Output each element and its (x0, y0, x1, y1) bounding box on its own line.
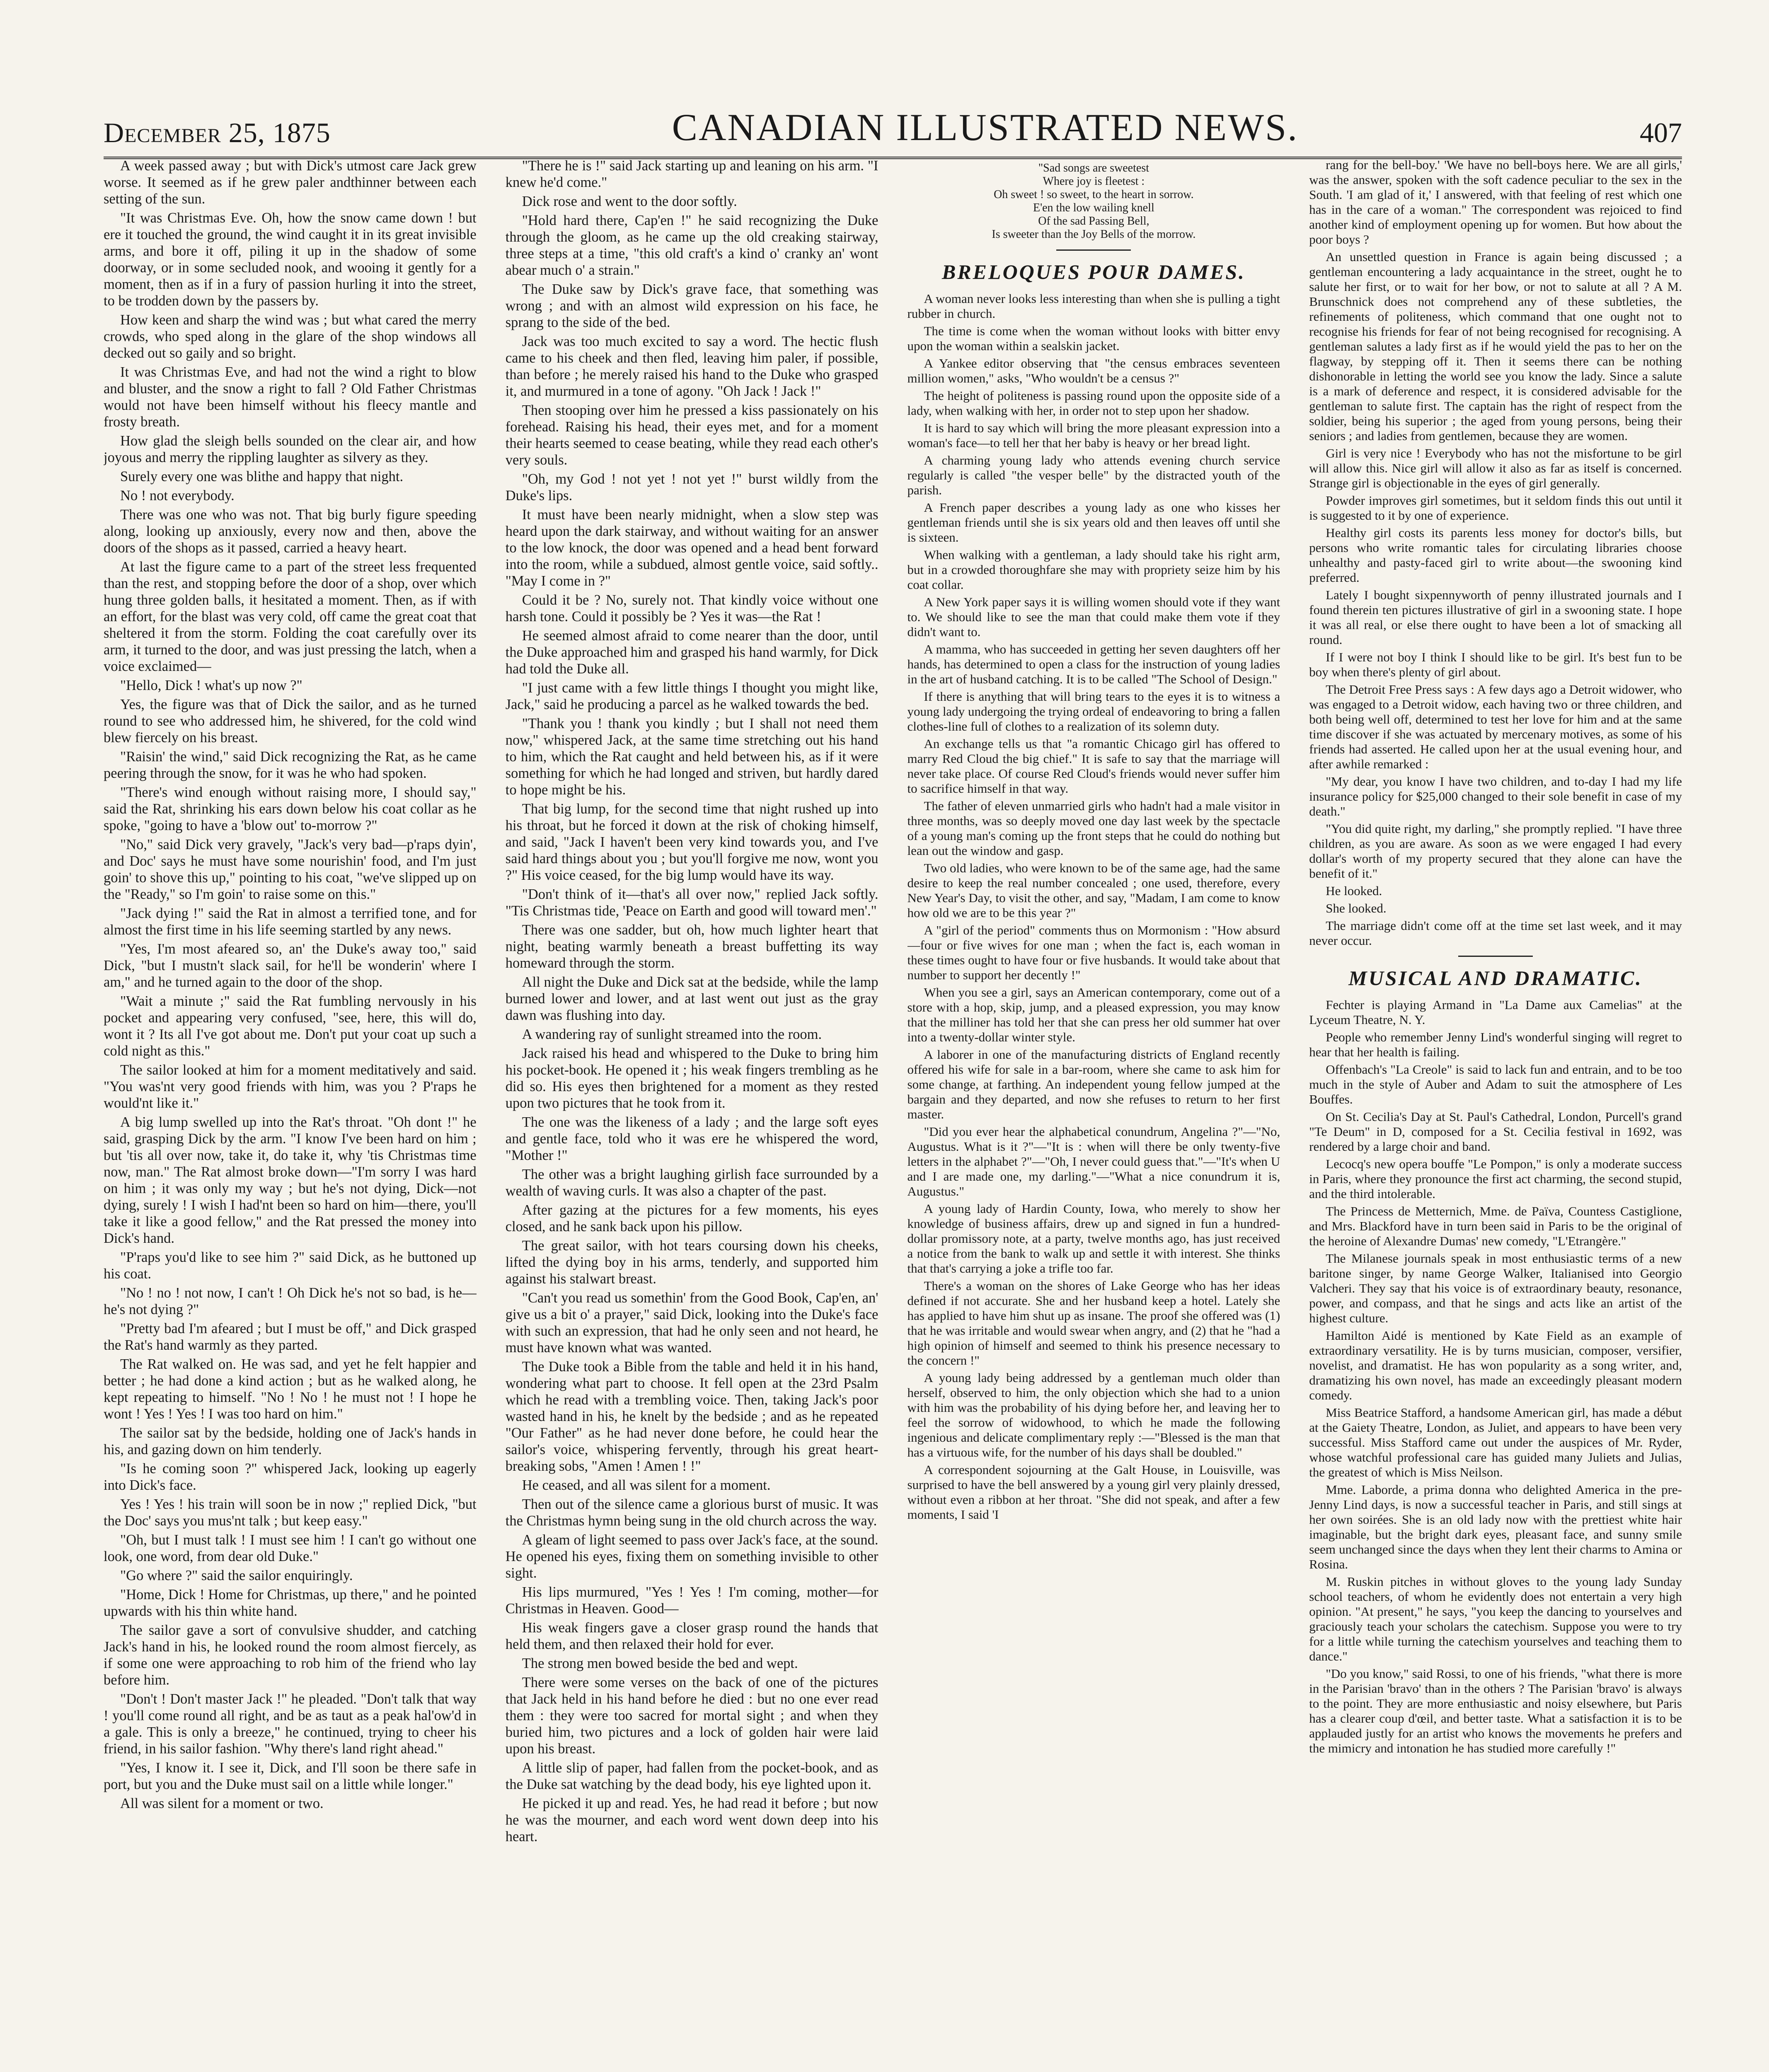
paragraph: Healthy girl costs its parents less money for doctor's bills, but persons who write romantic tales for circulating libraries choose unhealthy and pasty-faced girl to write about—the swooning kind preferred. (1309, 525, 1682, 585)
paragraph: He picked it up and read. Yes, he had read it before ; but now he was the mourner, and each word went down deep into his heart. (505, 1796, 878, 1844)
paragraph: "P'raps you'd like to see him ?" said Dick, as he buttoned up his coat. (104, 1249, 477, 1282)
paragraph: "Don't think of it—that's all over now," replied Jack softly. "Tis Christmas tide, 'Peace on Earth and good will toward men'." (505, 886, 878, 919)
paragraph: The other was a bright laughing girlish face surrounded by a wealth of waving curls. It was also a chapter of the past. (505, 1167, 878, 1199)
poem-line: E'en the low wailing knell (1033, 201, 1154, 214)
paragraph: The sailor looked at him for a moment meditatively and said. "You was'nt very good friends with him, was you ? P'raps he would'nt like it." (104, 1062, 477, 1111)
breloque-item: An exchange tells us that "a romantic Chicago girl has offered to marry Red Cloud the big chief." It is safe to say that the marriage will never take place. Of course Red Cloud's friends would never suffer him to sacrifice himself in that way. (907, 736, 1280, 796)
musical-dramatic-column (1309, 997, 1682, 1756)
paragraph: He seemed almost afraid to come nearer than the door, until the Duke approached him and grasped his hand warmly, for Dick had told the Duke all. (505, 628, 878, 677)
paragraph: The great sailor, with hot tears coursing down his cheeks, lifted the dying boy in his arms, tenderly, and supported him against his stalwart breast. (505, 1238, 878, 1287)
breloque-item: If there is anything that will bring tears to the eyes it is to witness a young lady undergoing the trying ordeal of endeavoring to bring a fallen clothes-line full of clothes to a realization of its solemn duty. (907, 689, 1280, 733)
music-item: Hamilton Aidé is mentioned by Kate Field as an example of extraordinary versatility. He is by turns musician, composer, versifier, novelist, and dramatist. He has won popularity as a song writer, and, dramatizing his own novel, has made an exceedingly pleasant modern comedy. (1309, 1328, 1682, 1402)
breloques-heading: BRELOQUES POUR DAMES. (941, 260, 1246, 283)
breloque-item: A woman never looks less interesting than when she is pulling a tight rubber in church. (907, 291, 1280, 321)
newspaper-title: CANADIAN ILLUSTRATED NEWS. (672, 106, 1299, 148)
paragraph: "There's wind enough without raising more, I should say," said the Rat, shrinking his ears down below his coat collar as he spoke, "going to have a 'blow out' to-morrow ?" (104, 784, 477, 833)
music-item: "Do you know," said Rossi, to one of his friends, "what there is more in the Parisian 'bravo' than in the others ? The Parisian 'bravo' is always to the point. They are more enthusiastic and noisy elsewhere, but Paris has a clearer coup d'œil, and better taste. What a satisfaction it is to be applauded justly for an artist who knows the movements he prefers and the mimicry and intonation he has studied more carefully !" (1309, 1666, 1682, 1755)
paragraph: If I were not boy I think I should like to be girl. It's best fun to be boy when there's plenty of girl about. (1309, 650, 1682, 679)
paragraph: "Thank you ! thank you kindly ; but I shall not need them now," whispered Jack, at the same time stretching out his hand to him, which the Rat caught and held between his, as if it were something for which he had longed and striven, but hardly dared to hope might be his. (505, 716, 878, 798)
breloque-item: The time is come when the woman without looks with bitter envy upon the woman within a sealskin jacket. (907, 324, 1280, 353)
music-item: Offenbach's "La Creole" is said to lack fun and entrain, and to be too much in the style of Auber and Adam to suit the atmosphere of Les Bouffes. (1309, 1062, 1682, 1106)
breloque-item: "Did you ever hear the alphabetical conundrum, Angelina ?"—"No, Augustus. What is it ?"—"It is : when will there be only twenty-five letters in the alphabet ?"—"Oh, I never could guess that."—"It's when U and I are made one, my darling."—"What a nice conundrum it is, Augustus." (907, 1124, 1280, 1198)
paragraph: How keen and sharp the wind was ; but what cared the merry crowds, who sped along in the glare of the shop windows all decked out so gaily and so bright. (104, 312, 477, 361)
story-continued-part-1 (104, 157, 477, 2072)
paragraph: That big lump, for the second time that night rushed up into his throat, but he forced it down at the risk of choking himself, and said, "Jack I haven't been very kind towards you, and I've said hard things about you ; but you'll forgive me now, wont you ?" His voice ceased, for the big lump would have its way. (505, 801, 878, 883)
breloque-item: The father of eleven unmarried girls who hadn't had a male visitor in three months, was so deeply moved one day last week by the spectacle of a young man's coming up the front steps that he could do nothing but lean out the window and gasp. (907, 799, 1280, 858)
paragraph: How glad the sleigh bells sounded on the clear air, and how joyous and merry the rippling laughter as silvery as they. (104, 433, 477, 465)
breloque-item: A "girl of the period" comments thus on Mormonism : "How absurd—four or five wives for one man ; when the fact is, each woman in these times ought to have four or five husbands. It would take about that number to support her decently !" (907, 923, 1280, 982)
paragraph: Jack was too much excited to say a word. The hectic flush came to his cheek and then fled, leaving him paler, if possible, than before ; he merely raised his hand to the Duke who grasped it, and murmured in a tone of agony. "Oh Jack ! Jack !" (505, 334, 878, 399)
music-item: Lecocq's new opera bouffe "Le Pompon," is only a moderate success in Paris, where they pronounce the first act charming, the second stupid, and the third intolerable. (1309, 1157, 1682, 1201)
paragraph: The sailor gave a sort of convulsive shudder, and catching Jack's hand in his, he looked round the room almost fiercely, as if some one were approaching to rob him of the friend who lay before him. (104, 1622, 477, 1688)
music-item: On St. Cecilia's Day at St. Paul's Cathedral, London, Purcell's grand "Te Deum" in D, composed for a St. Cecilia festival in 1692, was rendered by a large choir and band. (1309, 1109, 1682, 1154)
issue-date: December 25, 1875 (104, 117, 331, 148)
poem-line: "Sad songs are sweetest (1038, 162, 1149, 174)
paragraph: "Home, Dick ! Home for Christmas, up there," and he pointed upwards with his thin white hand. (104, 1587, 477, 1619)
paragraph: "Hello, Dick ! what's up now ?" (120, 678, 302, 693)
paragraph: There were some verses on the back of one of the pictures that Jack held in his hand before he died : but no one ever read them : they were too sacred for mortal sight ; and when they buried him, two pictures and a lock of golden hair were laid upon his breast. (505, 1675, 878, 1757)
article-columns (104, 157, 1682, 2072)
paragraph: The marriage didn't come off at the time set last week, and it may never occur. (1309, 918, 1682, 948)
music-item: People who remember Jenny Lind's wonderful singing will regret to hear that her health is failing. (1309, 1030, 1682, 1059)
paragraph: A big lump swelled up into the Rat's throat. "Oh dont !" he said, grasping Dick by the arm. "I know I've been hard on him ; but 'tis all over now, take it, do take it, why 'tis Christmas time now, man." The Rat almost broke down—"I'm sorry I was hard on him ; it was only my way ; but he's not dying, Dick—not dying, surely ! I wish I had'nt been so hard on him—there, you'll take it like a good fellow," and the Rat pressed the money into Dick's hand. (104, 1114, 477, 1246)
column-3 (907, 157, 1280, 2072)
breloque-item: A New York paper says it is willing women should vote if they want to. We should like to see the man that could make them vote if they didn't want to. (907, 595, 1280, 639)
musical-heading: MUSICAL AND DRAMATIC. (1348, 966, 1643, 990)
breloque-item: When you see a girl, says an American contemporary, come out of a store with a hop, skip, jump, and a pleased expression, you may know that the milliner has told her that she can press her old summer hat over into a twenty-dollar winter style. (907, 985, 1280, 1044)
paragraph: "Jack dying !" said the Rat in almost a terrified tone, and for almost the first time in his life seeming startled by any news. (104, 905, 477, 938)
paragraph: rang for the bell-boy.' 'We have no bell-boys here. We are all girls,' was the answer, spoken with the soft cadence peculiar to the sex in the South. 'I am glad of it,' I answered, with that feeling of rest which one has in the care of a woman." The correspondent was rejoiced to find another kind of employment opening up for women. But how about the poor boys ? (1309, 157, 1682, 247)
section-divider (1056, 249, 1131, 251)
breloque-item: A charming young lady who attends evening church service regularly is called "the vesper belle" by the distracted youth of the parish. (907, 453, 1280, 497)
paragraph: The strong men bowed beside the bed and wept. (522, 1656, 798, 1671)
paragraph: All night the Duke and Dick sat at the bedside, while the lamp burned lower and lower, and at last went out just as the gray dawn was flushing into day. (505, 974, 878, 1023)
paragraph: Yes, the figure was that of Dick the sailor, and as he turned round to see who addressed him, he shivered, for the cold wind blew fiercely on his breast. (104, 697, 477, 746)
paragraph: Lately I bought sixpennyworth of penny illustrated journals and I found therein ten pictures illustrative of girl in a swooning state. I hope it was all real, or else there ought to have been a lot of smacking all round. (1309, 588, 1682, 647)
paragraph: The Detroit Free Press says : A few days ago a Detroit widower, who was engaged to a Detroit widow, each having two or three children, and both being well off, determined to test her love for him and at the same time discover if she was actuated by mercenary motives, as some of his friends had asserted. He called upon her at the usual evening hour, and after awhile remarked : (1309, 682, 1682, 771)
paragraph: The Duke saw by Dick's grave face, that something was wrong ; and with an almost wild expression on his face, he sprang to the side of the bed. (505, 281, 878, 330)
poem-line: Oh sweet ! so sweet, to the heart in sorrow. (994, 188, 1194, 201)
paragraph: Powder improves girl sometimes, but it seldom finds this out until it is suggested to it by one of experience. (1309, 493, 1682, 523)
paragraph: Then out of the silence came a glorious burst of music. It was the Christmas hymn being sung in the old church across the way. (505, 1496, 878, 1529)
section-divider (1458, 956, 1533, 957)
poem-line: Where joy is fleetest : (1043, 175, 1145, 188)
breloque-item: A Yankee editor observing that "the census embraces seventeen million women," asks, "Who wouldn't be a census ?" (907, 356, 1280, 385)
paragraph: Yes ! Yes ! his train will soon be in now ;" replied Dick, "but the Doc' says you mus'nt talk ; but keep easy." (104, 1496, 477, 1529)
paragraph: Surely every one was blithe and happy that night. (120, 469, 404, 484)
breloques-continued (1309, 157, 1682, 948)
breloque-item: A French paper describes a young lady as one who kisses her gentleman friends until she is six years old and then leaves off until she is sixteen. (907, 500, 1280, 545)
paragraph: "Oh, my God ! not yet ! not yet !" burst wildly from the Duke's lips. (505, 471, 878, 503)
paragraph: After gazing at the pictures for a few moments, his eyes closed, and he sank back upon his pillow. (505, 1202, 878, 1234)
paragraph: "Pretty bad I'm afeared ; but I must be off," and Dick grasped the Rat's hand warmly as they parted. (104, 1321, 477, 1353)
paragraph: The sailor sat by the bedside, holding one of Jack's hands in his, and gazing down on him tenderly. (104, 1425, 477, 1457)
paragraph: There was one sadder, but oh, how much lighter heart that night, beating warmly beneath a breast buffetting its way homeward through the storm. (505, 922, 878, 971)
music-item: Mme. Laborde, a prima donna who delighted America in the pre-Jenny Lind days, is now a successful teacher in Paris, and still sings at her own soirées. She is an old lady now with the prettiest white hair imaginable, but the bright dark eyes, pleasant face, and sunny smile seem unchanged since the days when they lent their charms to Amina or Rosina. (1309, 1482, 1682, 1571)
column-4 (1309, 157, 1682, 2072)
paragraph: He ceased, and all was silent for a moment. (522, 1477, 771, 1493)
story-continued-part-2 (506, 157, 878, 2072)
paragraph: He looked. (1326, 884, 1382, 898)
paragraph: "I just came with a few little things I thought you might like, Jack," said he producing a parcel as he walked towards the bed. (505, 680, 878, 712)
paragraph: "No," said Dick very gravely, "Jack's very bad—p'raps dyin', and Doc' says he must have some nourishin' food, and I'm just goin' to shove this up," pointing to his coat, "we've slipped up on the "Ready," so I'm goin' to raise some on this." (104, 837, 477, 902)
paragraph: At last the figure came to a part of the street less frequented than the rest, and stopping before the door of a shop, over which hung three golden balls, it hesitated a moment. Then, as if with an effort, for the blast was very cold, off came the great coat that sheltered it from the storm. Folding the coat carefully over its arm, it turned to the door, and was just pressing the latch, when a voice exclaimed— (104, 559, 477, 674)
music-item: The Milanese journals speak in most enthusiastic terms of a new baritone singer, by name George Walker, Italianised into Georgio Valcheri. They say that his voice is of extraordinary beauty, resonance, power, and compass, and that he sings and acts like an artist of the highest culture. (1309, 1251, 1682, 1325)
paragraph: "There he is !" said Jack starting up and leaning on his arm. "I knew he'd come." (505, 158, 878, 190)
paragraph: The Rat walked on. He was sad, and yet he felt happier and better ; he had done a kind action ; but as he walked along, he kept repeating to himself. "No ! No ! he must not ! I hope he wont ! Yes ! Yes ! I was too hard on him." (104, 1356, 477, 1422)
breloque-item: There's a woman on the shores of Lake George who has her ideas defined if not accurate. She and her husband keep a hotel. Lately she has applied to have him shut up as insane. The proof she offered was (1) that he was irritable and would swear when angry, and (2) that he "had a high opinion of himself and seemed to think his presence necessary to the concern !" (907, 1278, 1280, 1368)
paragraph: She looked. (1326, 901, 1387, 915)
paragraph: "Is he coming soon ?" whispered Jack, looking up eagerly into Dick's face. (104, 1461, 477, 1493)
paragraph: "Don't ! Don't master Jack !" he pleaded. "Don't talk that way ! you'll come round all right, and be as taut as a peak hal'ow'd in a gale. This is only a breeze," he continued, trying to cheer his friend, in his sailor fashion. "Why there's land right ahead." (104, 1691, 477, 1757)
breloque-item: A mamma, who has succeeded in getting her seven daughters off her hands, has determined to open a class for the instruction of young ladies in the art of husband catching. It is to be called "The School of Design." (907, 642, 1280, 686)
paragraph: "It was Christmas Eve. Oh, how the snow came down ! but ere it touched the ground, the wind caught it in its great invisible arms, and bore it off, piling it up in the shadow of some doorway, or in some secluded nook, and wooing it gently for a moment, then as if in a fury of passion hurling it into the street, to be trodden down by the passers by. (104, 210, 477, 309)
column-1 (104, 157, 477, 2072)
paragraph: "Can't you read us somethin' from the Good Book, Cap'en, an' give us a bit o' a prayer," said Dick, looking into the Duke's face with such an expression, that had he only seen and not heard, he must have known what was wanted. (505, 1290, 878, 1356)
paragraph: An unsettled question in France is again being discussed ; a gentleman encountering a lady acquaintance in the street, ought he to salute her first, or to wait for her bow, or not to salute at all ? A M. Brunschnick does not comprehend any of these subtleties, the refinements of politeness, which command that one ought not to recognise his friends for fear of not being recognised for recognising. A gentleman salutes a lady first as if he would yield the pas to her on the flagway, by stepping off it. Then it seems there can be nothing dishonorable in letting the world see you know the lady. Since a salute is a mark of deference and respect, it is considered advisable for the gentleman to salute first. The captain has the right of respect from the soldier, being his superior ; the aged from young persons, being their seniors ; and ladies from gentlemen, because they are women. (1309, 249, 1682, 443)
paragraph: It must have been nearly midnight, when a slow step was heard upon the dark stairway, and without waiting for an answer to the low knock, the door was opened and a head bent forward into the room, while a subdued, almost gentle voice, said softly.. "May I come in ?" (505, 507, 878, 589)
paragraph: "Yes, I'm most afeared so, an' the Duke's away too," said Dick, "but I mustn't slack sail, for he'll be wonderin' where I am," and he turned again to the door of the shop. (104, 941, 477, 990)
paragraph: "Hold hard there, Cap'en !" he said recognizing the Duke through the gloom, as he came up the old creaking stairway, three steps at a time, "this old craft's a kind o' cranky an' wont abear much o' a strain." (505, 213, 878, 278)
breloques-column (907, 291, 1280, 1522)
paragraph: A little slip of paper, had fallen from the pocket-book, and as the Duke sat watching by the dead body, his eye lighted upon it. (505, 1760, 878, 1792)
closing-poem (907, 162, 1280, 241)
music-item: Miss Beatrice Stafford, a handsome American girl, has made a début at the Gaiety Theatre, London, as Juliet, and appears to have been very successful. Miss Stafford came out under the auspices of Mr. Ryder, whose watchful professional care has guided many Juliets and Julias, the greatest of which is Miss Neilson. (1309, 1405, 1682, 1479)
poem-line: Is sweeter than the Joy Bells of the morrow. (992, 228, 1196, 241)
paragraph: Dick rose and went to the door softly. (522, 194, 737, 209)
paragraph: A wandering ray of sunlight streamed into the room. (522, 1026, 822, 1042)
paragraph: It was Christmas Eve, and had not the wind a right to blow and bluster, and the snow a right to fall ? Old Father Christmas would not have been himself without his fleecy mantle and frosty breath. (104, 364, 477, 430)
paragraph: A gleam of light seemed to pass over Jack's face, at the sound. He opened his eyes, fixing them on something invisible to other sight. (505, 1532, 878, 1581)
paragraph: His weak fingers gave a closer grasp round the hands that held them, and then relaxed their hold for ever. (505, 1620, 878, 1652)
paragraph: Then stooping over him he pressed a kiss passionately on his forehead. Raising his head, their eyes met, and for a moment their hearts seemed to cease beating, while they read each other's very souls. (505, 402, 878, 468)
paragraph: Girl is very nice ! Everybody who has not the misfortune to be girl will allow this. Nice girl will allow it also as far as itself is concerned. Strange girl is objectionable in the eyes of girl generally. (1309, 446, 1682, 490)
poem-line: Of the sad Passing Bell, (1038, 215, 1149, 228)
masthead (104, 99, 1682, 159)
paragraph: His lips murmured, "Yes ! Yes ! I'm coming, mother—for Christmas in Heaven. Good— (505, 1584, 878, 1617)
paragraph: "Wait a minute ;" said the Rat fumbling nervously in his pocket and appearing very confused, "see, here, this will do, wont it ? Its all I've got about me. Don't put your coat up such a cold night as this." (104, 993, 477, 1059)
paragraph: Jack raised his head and whispered to the Duke to bring him his pocket-book. He opened it ; his weak fingers trembling as he did so. His eyes then brightened for a moment as they rested upon two pictures that he took from it. (505, 1046, 878, 1111)
music-item: The Princess de Metternich, Mme. de Païva, Countess Castiglione, and Mrs. Blackford have in turn been said in Paris to be the original of the heroine of Alexandre Dumas' new comedy, "L'Etrangère." (1309, 1204, 1682, 1248)
paragraph: Could it be ? No, surely not. That kindly voice without one harsh tone. Could it possibly be ? Yes it was—the Rat ! (505, 592, 878, 625)
paragraph: The one was the likeness of a lady ; and the large soft eyes and gentle face, told who it was ere he whispered the word, "Mother !" (505, 1114, 878, 1163)
paragraph: There was one who was not. That big burly figure speeding along, looking up anxiously, every now and then, above the doors of the shops as it passed, carried a heavy heart. (104, 507, 477, 556)
column-2 (506, 157, 878, 2072)
music-item: Fechter is playing Armand in "La Dame aux Camelias" at the Lyceum Theatre, N. Y. (1309, 997, 1682, 1027)
breloque-item: Two old ladies, who were known to be of the same age, had the same desire to keep the real number concealed ; one used, therefore, every New Year's Day, to visit the other, and say, "Madam, I am come to know how old we are to be this year ?" (907, 861, 1280, 920)
paragraph: "Yes, I know it. I see it, Dick, and I'll soon be there safe in port, but you and the Duke must sail on a little while longer." (104, 1760, 477, 1792)
breloque-item: A young lady being addressed by a gentleman much older than herself, observed to him, the only objection which she had to a union with him was the probability of his dying before her, and leaving her to feel the sorrow of widowhood, to which he made the following ingenious and delicate complimentary reply :—"Blessed is the man that has a virtuous wife, for the number of his days shall be doubled." (907, 1370, 1280, 1460)
page-number: 407 (1640, 117, 1682, 148)
paragraph: No ! not everybody. (120, 488, 235, 503)
paragraph: All was silent for a moment or two. (120, 1796, 324, 1811)
breloque-item: A laborer in one of the manufacturing districts of England recently offered his wife for sale in a bar-room, where she came to ask him for some change, at farthing. An independent young fellow jumped at the bargain and they departed, and now she refuses to return to her first master. (907, 1047, 1280, 1121)
breloque-item: A correspondent sojourning at the Galt House, in Louisville, was surprised to have the bell answered by a young girl very plainly dressed, without even a ribbon at her throat. "She did not speak, and after a few moments, I said 'I (907, 1462, 1280, 1522)
paragraph: "Go where ?" said the sailor enquiringly. (120, 1568, 353, 1583)
paragraph: A week passed away ; but with Dick's utmost care Jack grew worse. It seemed as if he grew paler andthinner between each setting of the sun. (104, 158, 477, 207)
paragraph: "My dear, you know I have two children, and to-day I had my life insurance policy for $25,000 changed to their sole benefit in case of my death." (1309, 774, 1682, 818)
paragraph: The Duke took a Bible from the table and held it in his hand, wondering what part to choose. It fell open at the 23rd Psalm which he read with a trembling voice. Then, taking Jack's poor wasted hand in his, he knelt by the bedside ; and as he repeated "Our Father" as he had never done before, he could hear the sailor's voice, whispering fervently, through his great heart-breaking sobs, "Amen ! Amen ! !" (505, 1359, 878, 1474)
paragraph: "Oh, but I must talk ! I must see him ! I can't go without one look, one word, from dear old Duke." (104, 1532, 477, 1564)
breloque-item: The height of politeness is passing round upon the opposite side of a lady, when walking with her, in order not to step upon her shadow. (907, 388, 1280, 418)
paragraph: "No ! no ! not now, I can't ! Oh Dick he's not so bad, is he—he's not dying ?" (104, 1285, 477, 1317)
breloque-item: A young lady of Hardin County, Iowa, who merely to show her knowledge of business affairs, drew up and signed in fun a hundred-dollar promissory note, at a party, twelve months ago, has just received a notice from the bank to walk up and settle it with interest. She thinks that that's carrying a joke a trifle too far. (907, 1201, 1280, 1276)
breloque-item: When walking with a gentleman, a lady should take his right arm, but in a crowded thoroughfare she may with propriety seize him by his coat collar. (907, 547, 1280, 592)
music-item: M. Ruskin pitches in without gloves to the young lady Sunday school teachers, of whom he evidently does not entertain a very high opinion. "At present," he says, "you keep the dancing to yourselves and graciously teach your scholars the catechism. Suppose you were to try for a little while turning the catechism yourselves and teaching them to dance." (1309, 1574, 1682, 1663)
paragraph: "You did quite right, my darling," she promptly replied. "I have three children, as you are aware. As soon as we were engaged I had every dollar's worth of my property secured that they alone can have the benefit of it." (1309, 821, 1682, 881)
breloque-item: It is hard to say which will bring the more pleasant expression into a woman's face—to tell her that her baby is heavy or her bread light. (907, 421, 1280, 450)
paragraph: "Raisin' the wind," said Dick recognizing the Rat, as he came peering through the snow, for it was he who had spoken. (104, 749, 477, 781)
